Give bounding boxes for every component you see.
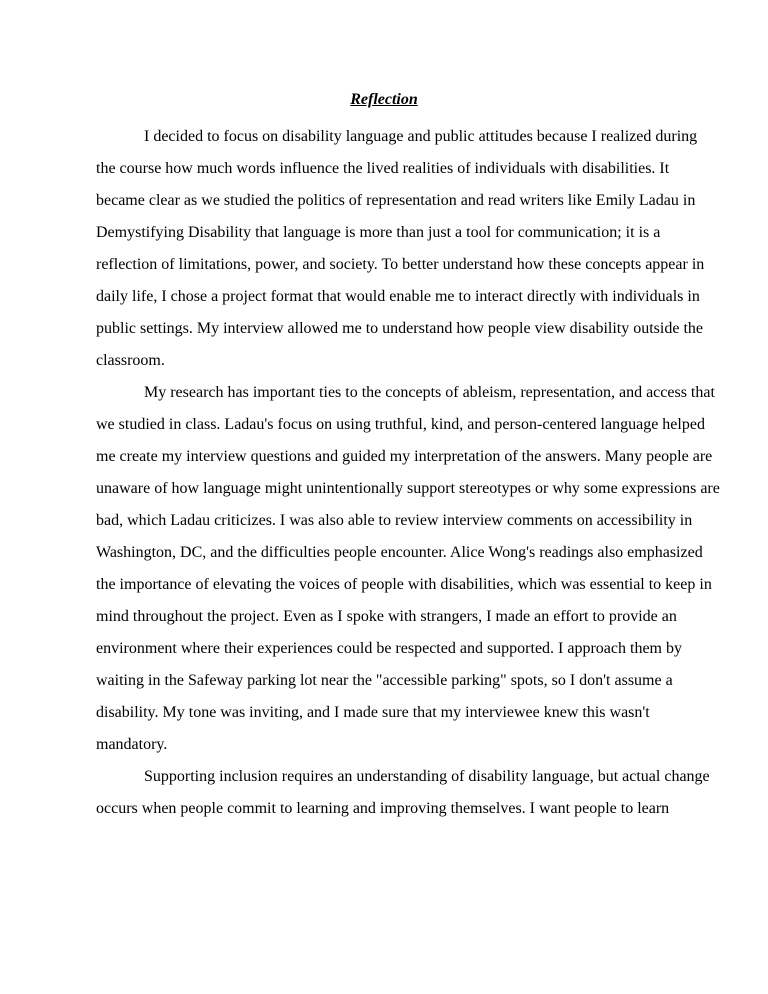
document-body [96,121,720,825]
text-line: Washington, DC, and the difficulties people encounter. Alice Wong's readings also emphasized [96,544,703,561]
text-line: I decided to focus on disability language and public attitudes because I realized during [144,128,698,145]
text-line: public settings. My interview allowed me to understand how people view disability outside the [96,320,703,337]
text-line: waiting in the Safeway parking lot near the "accessible parking" spots, so I don't assume a [96,672,673,689]
text-line: the importance of elevating the voices of people with disabilities, which was essential to keep in [96,576,712,593]
paragraph [96,377,720,761]
text-line: classroom. [96,352,165,369]
text-line: environment where their experiences could be respected and supported. I approach them by [96,640,682,657]
text-line: unaware of how language might unintentionally support stereotypes or why some expressions are [96,480,720,497]
text-line: Demystifying Disability that language is more than just a tool for communication; it is a [96,224,661,241]
text-line: reflection of limitations, power, and society. To better understand how these concepts appear in [96,256,705,273]
text-line: became clear as we studied the politics of representation and read writers like Emily Ladau in [96,192,696,209]
text-line: the course how much words influence the lived realities of individuals with disabilities. It [96,160,670,177]
text-line: occurs when people commit to learning and improving themselves. I want people to learn [96,800,670,817]
text-line: disability. My tone was inviting, and I made sure that my interviewee knew this wasn't [96,704,650,721]
text-line: mind throughout the project. Even as I spoke with strangers, I made an effort to provide an [96,608,677,625]
paragraph [96,761,710,825]
text-line: bad, which Ladau criticizes. I was also able to review interview comments on accessibility in [96,512,693,529]
text-line: we studied in class. Ladau's focus on using truthful, kind, and person-centered language helped [96,416,705,433]
text-line: My research has important ties to the concepts of ableism, representation, and access that [144,384,715,401]
text-line: Supporting inclusion requires an understanding of disability language, but actual change [144,768,710,785]
text-line: mandatory. [96,736,168,753]
document-title: Reflection [350,91,418,108]
text-line: me create my interview questions and guided my interpretation of the answers. Many people are [96,448,713,465]
paragraph [96,121,705,377]
text-line: daily life, I chose a project format that would enable me to interact directly with individuals in [96,288,700,305]
